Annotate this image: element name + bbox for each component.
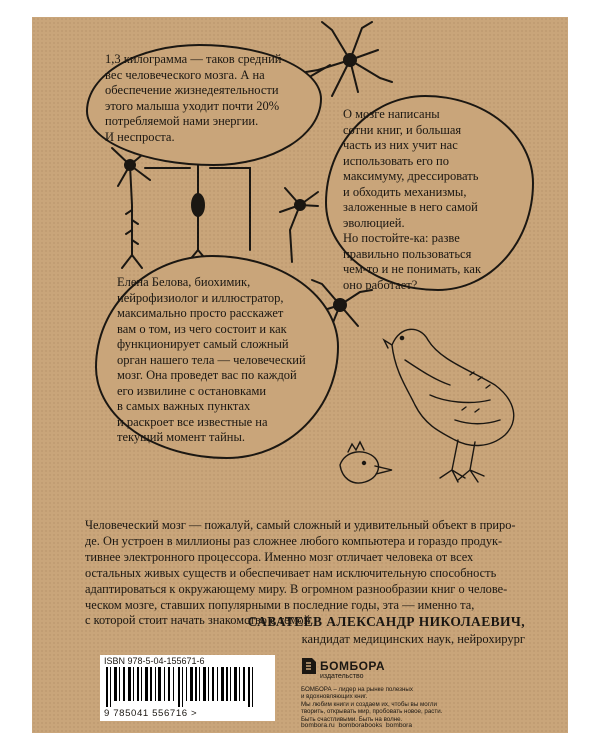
bubble-text-weight: 1,3 килограмма — таков средний вес человеческого мозга. А на обеспечение жизнедеятельности этого малыша уходит почти 20% потребляемой нами энергии. И неспроста.	[105, 52, 282, 144]
bubble-text-author: Елена Белова, биохимик, нейрофизиолог и иллюстратор, максимально просто расскажет вам о том, из чего состоит и как функционирует самый сложный орган нашего тела — человеческий мозг. Она проведет вас по каждой его извилине с остановками в самых важных пунктах и раскроет все известные на текущий момент тайны.	[117, 275, 306, 444]
publisher-name: БОМБОРА	[320, 659, 386, 673]
bombora-logo-icon	[301, 657, 317, 675]
annotation-text: Человеческий мозг — пожалуй, самый сложный и удивительный объект в приро- де. Он устроен в миллионы раз сложнее любого компьютера и гораздо продук- тивнее электронного процессора. Именно мозг отличает человека от всех остальных живых существ и обеспечивает нам исключительную способность адаптироваться к окружающему миру. В огромном разнообразии книг о челове- ческом мозге, ставших популярными в последние годы, эта — именно та, с которой стоит начать знакомство с темой.	[85, 518, 516, 628]
isbn-label: ISBN 978-5-04-155671-6	[104, 656, 205, 666]
reviewer-name: САВАТЕЕВ АЛЕКСАНДР НИКОЛАЕВИЧ,	[247, 614, 525, 629]
publisher-tagline: БОМБОРА – лидер на рынке полезных и вдохновляющих книг. Мы любим книги и создаем их, чтобы вы могли творить, открывать мир, пробовать новое, расти. Быть счастливыми. Быть на волне.	[301, 686, 443, 723]
barcode-digits: 9 785041 556716 >	[104, 708, 198, 719]
publisher-social-links: bombora.ru bomborabooks bombora	[301, 722, 413, 729]
barcode-bars	[104, 667, 270, 707]
reviewer-title: кандидат медицинских наук, нейрохирург	[301, 632, 525, 646]
barcode	[100, 655, 275, 721]
publisher-subtitle: издательство	[320, 673, 364, 680]
bubble-text-books: О мозге написаны сотни книг, и большая часть из них учит нас использовать его по максимуму, дрессировать и обходить механизмы, заложенные в него самой эволюцией. Но постойте-ка: разве правильно пользоваться чем-то и не понимать, как оно работает?	[343, 107, 482, 292]
